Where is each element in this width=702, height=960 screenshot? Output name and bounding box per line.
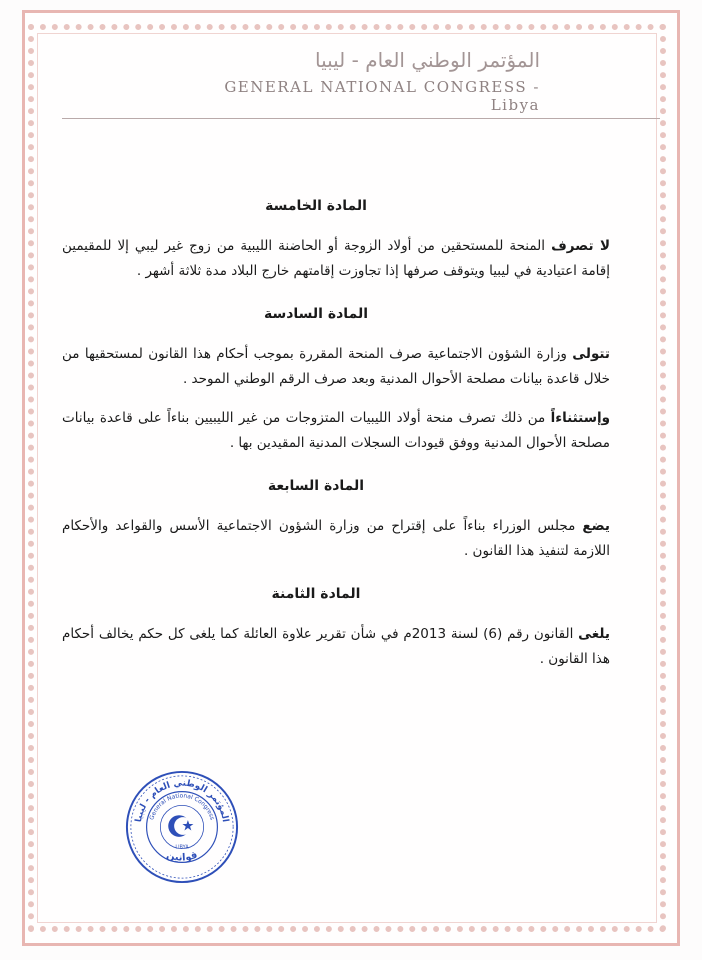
official-seal-stamp	[123, 768, 241, 886]
letterhead-divider	[62, 118, 660, 119]
article-8-text: القانون رقم (6) لسنة 2013م في شأن تقرير علاوة العائلة كما يلغى كل حكم يخالف أحكام هذا القانون .	[62, 626, 610, 667]
article-6-text-2: من ذلك تصرف منحة أولاد الليبيات المتزوجات من غير الليبيين بناءاً على قاعدة بيانات مصلحة الأحوال المدنية ووفق قيودات السجلات المدنية المقيدين بها .	[62, 410, 610, 451]
letterhead-arabic-title: المؤتمر الوطني العام - ليبيا	[314, 48, 540, 72]
article-6-heading: المادة السادسة	[263, 306, 369, 322]
article-6-lead-2: وإستثناءاً	[550, 410, 610, 426]
document-body	[62, 198, 610, 694]
letterhead	[210, 48, 540, 114]
article-6-lead-1: تتولى	[572, 346, 610, 362]
seal-bottom-text: قوانين	[165, 849, 199, 864]
article-8-lead: يلغى	[578, 626, 610, 642]
seal-country-text: LIBYA	[175, 844, 189, 851]
seal-english-text: General National Congress	[149, 793, 215, 821]
article-5-lead: لا تصرف	[551, 238, 610, 254]
article-7-lead: يضع	[582, 518, 610, 534]
article-5-text: المنحة للمستحقين من أولاد الزوجة أو الحاضنة الليبية من زوج غير ليبي إلا للمقيمين إقامة اعتيادية في ليبيا ويتوقف صرفها إذا تجاوزت إقامتهم خارج البلاد مدة ثلاثة أشهر .	[62, 238, 610, 279]
article-7-text: مجلس الوزراء بناءاً على إقتراح من وزارة الشؤون الاجتماعية الأسس والقواعد والأحكام اللازمة لتنفيذ هذا القانون .	[62, 518, 610, 559]
article-7-heading: المادة السابعة	[267, 478, 365, 494]
article-5-paragraph	[62, 234, 610, 284]
crescent-star-icon	[168, 815, 193, 837]
letterhead-english-title: GENERAL NATIONAL CONGRESS - Libya	[224, 78, 540, 114]
seal-arabic-text: المؤتمر الوطني العام - ليبيا	[134, 778, 230, 823]
article-6-paragraph-2	[62, 406, 610, 456]
article-7-paragraph	[62, 514, 610, 564]
article-8-paragraph	[62, 622, 610, 672]
article-8-heading: المادة الثامنة	[271, 586, 361, 602]
article-6-text-1: وزارة الشؤون الاجتماعية صرف المنحة المقررة بموجب أحكام هذا القانون لمستحقيها من خلال قاعدة بيانات مصلحة الأحوال المدنية وبعد صرف الرقم الوطني الموحد .	[62, 346, 610, 387]
article-5-heading: المادة الخامسة	[265, 198, 367, 214]
article-6-paragraph-1	[62, 342, 610, 392]
